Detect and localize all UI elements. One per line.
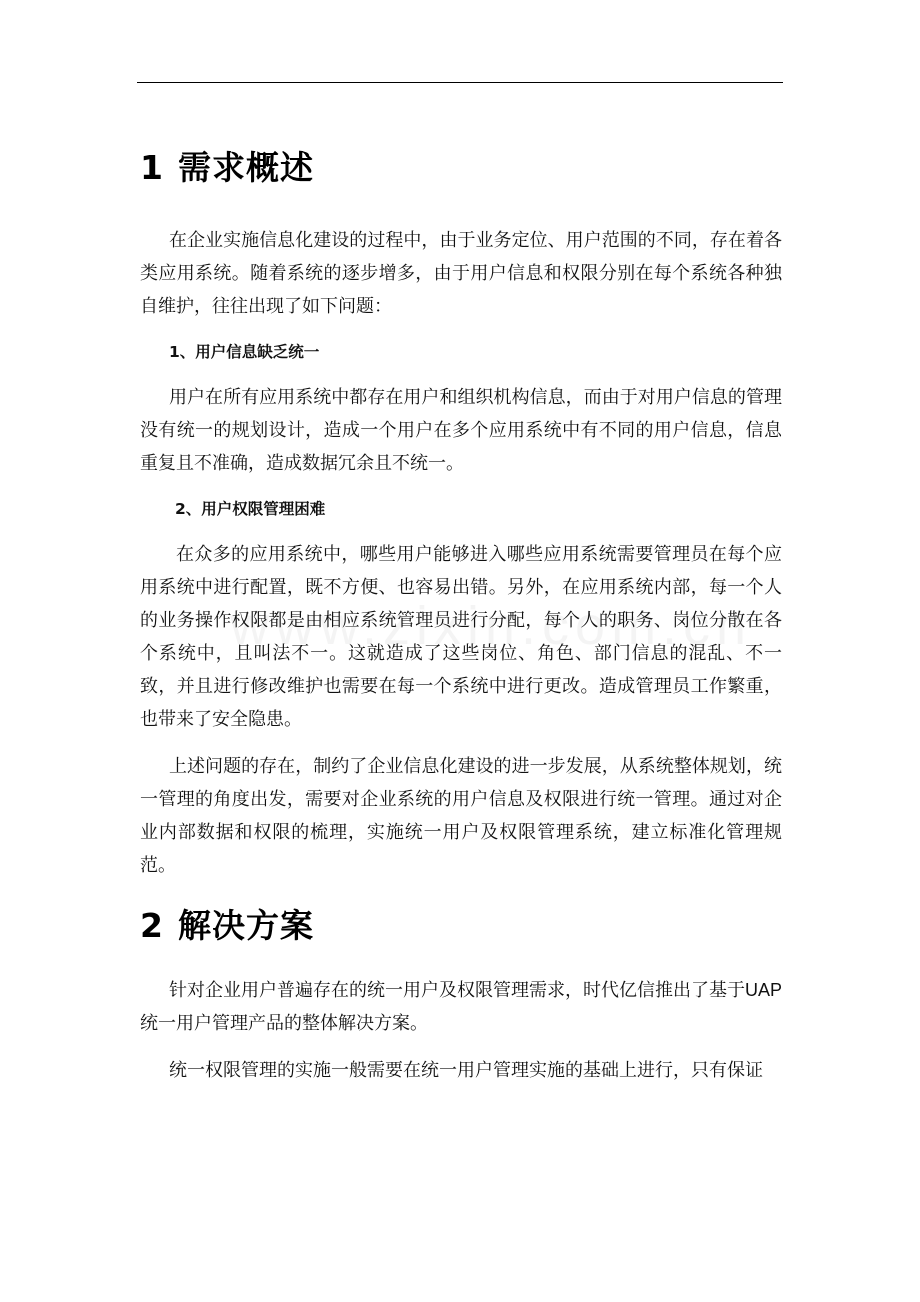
header-rule [137, 82, 783, 83]
section-2-para-2: 统一权限管理的实施一般需要在统一用户管理实施的基础上进行，只有保证 [169, 1060, 763, 1081]
issue-2-body: 在众多的应用系统中，哪些用户能够进入哪些应用系统需要管理员在每个应用系统中进行配置，既不方便、也容易出错。另外，在应用系统内部，每一个人的业务操作权限都是由相应系统管理员进行分配，每个人的职务、岗位分散在各个系统中，且叫法不一。这就造成了这些岗位、角色、部门信息的混乱、不一致，并且进行修改维护也需要在每一个系统中进行更改。造成管理员工作繁重，也带来了安全隐患。 [140, 544, 782, 730]
section-2-title: 解决方案 [177, 906, 314, 945]
section-2-number: 2 [140, 906, 164, 945]
section-2-para-1-a: 针对企业用户普遍存在的统一用户及权限管理需求，时代亿信推出了基于 [169, 980, 745, 1001]
issue-1-heading: 1、用户信息缺乏统一 [169, 343, 320, 361]
section-1-intro: 在企业实施信息化建设的过程中，由于业务定位、用户范围的不同，存在着各类应用系统。随着系统的逐步增多，由于用户信息和权限分别在每个系统各种独自维护，往往出现了如下问题： [140, 230, 782, 317]
section-2-para-1 [140, 974, 782, 1040]
issue-1-body: 用户在所有应用系统中都存在用户和组织机构信息，而由于对用户信息的管理没有统一的规划设计，造成一个用户在多个应用系统中有不同的用户信息，信息重复且不准确，造成数据冗余且不统一。 [140, 387, 782, 474]
document-body [140, 138, 782, 1101]
section-1-heading [140, 138, 782, 198]
uap-term: UAP [745, 980, 783, 1000]
section-1-number: 1 [140, 148, 164, 187]
section-2-para-1-b: 统一用户管理产品的整体解决方案。 [140, 1013, 428, 1034]
issue-2-heading: 2、用户权限管理困难 [175, 500, 326, 518]
section-1-title: 需求概述 [177, 148, 314, 187]
section-1-summary: 上述问题的存在，制约了企业信息化建设的进一步发展，从系统整体规划，统一管理的角度出发，需要对企业系统的用户信息及权限进行统一管理。通过对企业内部数据和权限的梳理，实施统一用户及权限管理系统，建立标准化管理规范。 [140, 756, 782, 876]
section-2-heading [140, 896, 782, 956]
